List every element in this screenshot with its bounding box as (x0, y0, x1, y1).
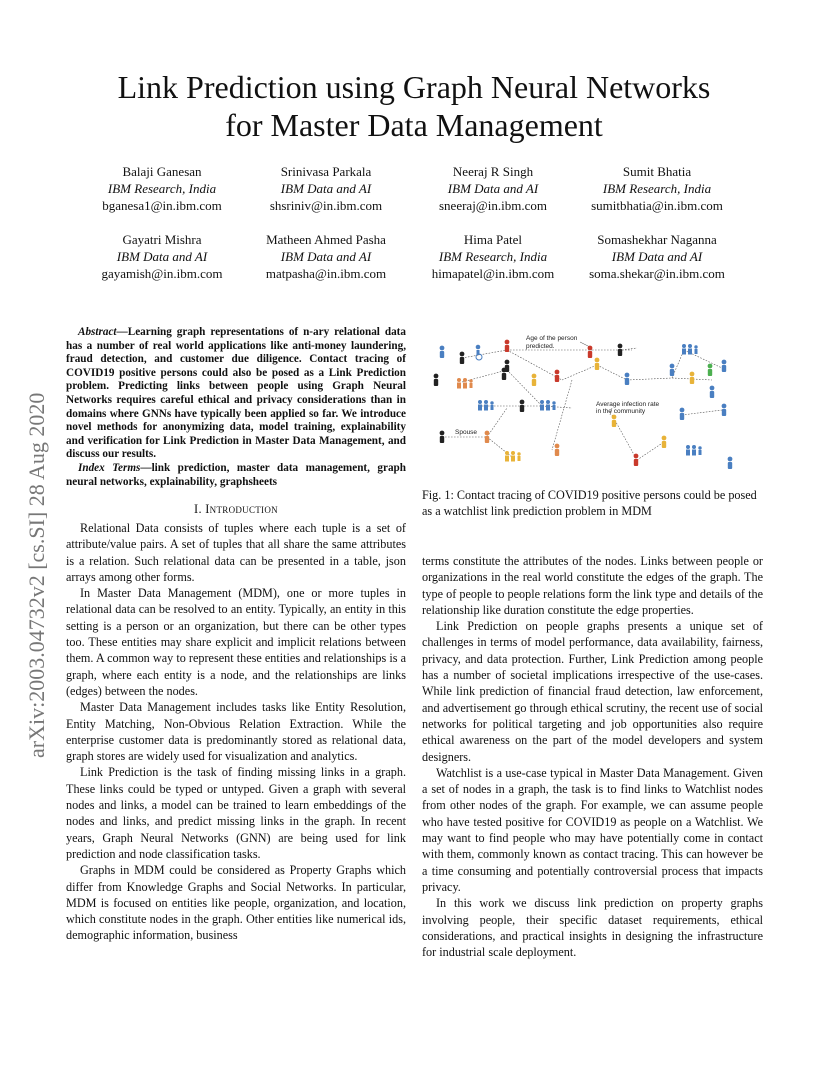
family-icon (478, 400, 494, 411)
body-paragraph: In this work we discuss link prediction on property graphs involving people, their specific dataset requirements, ethical considerations, and practical insights in designing the infrastructure for industrial scale deployment. (422, 896, 763, 960)
person-icon (505, 340, 510, 352)
person-icon (662, 436, 667, 448)
body-paragraph: Master Data Management includes tasks like Entity Resolution, Entity Matching, Non-Obvious Relation Extraction. While the enterprise customer data is predominantly stored as relational data, graph stores are widely used for visualization and analytics. (66, 700, 406, 764)
body-paragraph: Watchlist is a use-case typical in Master Data Management. Given a set of nodes in a graph, the task is to find links to Watchlist nodes from other nodes of the graph. For example, we can assume people who have tested positive for COVID19 as people on a Watchlist. We may want to find people who may have potentially come in contact with them, commonly known as contact tracing. This can however be a time consuming and potentially controversial process that impacts privacy. (422, 765, 763, 894)
person-icon (485, 431, 490, 443)
author-name: Sumit Bhatia (622, 164, 692, 179)
title-line-2: for Master Data Management (225, 107, 603, 143)
body-paragraph: terms constitute the attributes of the nodes. Links between people or organizations in the real world constitute the edges of the graph. The type of people to people relations form the link type and details of the relationship like duration constitute the edge properties. (422, 554, 763, 617)
person-icon (520, 400, 525, 412)
author-name: Hima Patel (463, 232, 523, 247)
author-block (567, 163, 747, 214)
author-block (403, 231, 583, 282)
person-icon (670, 364, 675, 376)
author-affiliation: IBM Data and AI (611, 249, 703, 264)
author-affiliation: IBM Data and AI (116, 249, 208, 264)
family-icon (505, 451, 521, 462)
title-line-1: Link Prediction using Graph Neural Networks (117, 69, 711, 105)
author-email: sneeraj@in.ibm.com (439, 198, 547, 213)
author-block (72, 163, 252, 214)
person-icon (710, 386, 715, 398)
author-email: sumitbhatia@in.ibm.com (591, 198, 723, 213)
label-age-predicted-2: predicted. (526, 343, 555, 350)
author-affiliation: IBM Research, India (438, 249, 548, 264)
wheelchair-person-icon (476, 345, 482, 360)
figure-graph (422, 320, 763, 476)
person-icon (634, 454, 639, 466)
family-icon (682, 344, 698, 355)
person-icon (440, 346, 445, 358)
author-block (567, 231, 747, 282)
author-email: gayamish@in.ibm.com (101, 266, 223, 281)
author-name: Somashekhar Naganna (597, 232, 717, 247)
author-affiliation: IBM Data and AI (447, 181, 539, 196)
person-icons (434, 340, 733, 469)
person-icon (625, 373, 630, 385)
author-affiliation: IBM Data and AI (280, 249, 372, 264)
index-terms-label: Index Terms (78, 461, 141, 474)
body-paragraph: Link Prediction is the task of finding missing links in a graph. These links could be typed or untyped. Given a graph with several nodes and links, a model can be trained to learn embeddings of the nodes and links, and predict missing links in the graph. In recent years, Graph Neural Networks (GNN) are being used for link prediction and node classification tasks. (66, 765, 406, 861)
person-icon (728, 457, 733, 469)
label-age-predicted-1: Age of the person (526, 335, 578, 342)
person-icon (595, 358, 600, 370)
body-paragraph: Relational Data consists of tuples where each tuple is a set of attribute/value pairs. A set of tuples that all share the same attributes is a relation. Such relational data can be presented in a table, json arrays among other forms. (66, 521, 406, 584)
index-terms (66, 462, 406, 489)
author-name: Srinivasa Parkala (280, 164, 372, 179)
person-icon (502, 368, 507, 380)
author-email: bganesa1@in.ibm.com (102, 198, 222, 213)
left-column (66, 520, 406, 944)
body-paragraph: In Master Data Management (MDM), one or more tuples in relational data can be resolved to an entity. Typically, an entity in this setting is a person or an organization, but there can be other types too. These entities may share explicit and implicit relations between them. A common way to represent these entities and relationships is a graph, where each entity is a node, and the relationships are links (edges) between the nodes. (66, 586, 406, 698)
figure-edges (442, 348, 722, 460)
abstract-label: Abstract (78, 326, 117, 338)
author-name: Balaji Ganesan (122, 164, 202, 179)
person-icon (588, 346, 593, 358)
person-icon (460, 352, 465, 364)
person-icon (555, 444, 560, 456)
person-icon (722, 360, 727, 372)
body-paragraph: Link Prediction on people graphs presents a unique set of challenges in terms of model performance, data availability, fairness, privacy, and data protection. Further, Link Prediction among people has a number of societal implications irrespective of the use-cases. While link prediction of financial fraud detection, law enforcement, and advertisement go through ethical scrutiny, the recent use of social networks for political targeting and job opportunities also require ethical awareness on the part of the model developers and system designers. (422, 619, 763, 764)
author-affiliation: IBM Research, India (107, 181, 217, 196)
person-icon (722, 404, 727, 416)
author-block (236, 163, 416, 214)
label-infection-rate-1: Average infection rate (596, 401, 660, 408)
person-icon (680, 408, 685, 420)
author-block (236, 231, 416, 282)
author-affiliation: IBM Research, India (602, 181, 712, 196)
person-icon (555, 370, 560, 382)
person-icon (440, 431, 445, 443)
author-name: Neeraj R Singh (452, 164, 534, 179)
person-icon (690, 372, 695, 384)
arxiv-identifier: arXiv:2003.04732v2 [cs.SI] 28 Aug 2020 (24, 392, 49, 758)
section-title: I. Introduction (194, 502, 278, 516)
label-spouse: Spouse (455, 429, 478, 436)
right-column (422, 553, 763, 960)
person-icon (708, 364, 713, 376)
person-icon (618, 344, 623, 356)
index-terms-text: —link prediction, master data management, graph neural networks, explainability, graphsheets (66, 461, 406, 488)
person-icon (612, 415, 617, 427)
contact-tracing-figure (422, 320, 763, 476)
person-icon (434, 374, 439, 386)
abstract (66, 326, 406, 489)
figure-caption: Fig. 1: Contact tracing of COVID19 positive persons could be posed as a watchlist link prediction problem in MDM (422, 488, 757, 519)
author-email: matpasha@in.ibm.com (265, 266, 387, 281)
author-name: Gayatri Mishra (122, 232, 202, 247)
author-name: Matheen Ahmed Pasha (266, 232, 386, 247)
family-icon (540, 400, 556, 411)
author-email: shsriniv@in.ibm.com (269, 198, 383, 213)
arxiv-stamp (14, 292, 54, 762)
section-heading (66, 502, 406, 517)
author-block (403, 163, 583, 214)
author-block (72, 231, 252, 282)
paper-title (60, 68, 768, 144)
family-icon (457, 378, 473, 389)
abstract-paragraph (66, 326, 406, 462)
family-icon (686, 445, 702, 456)
label-infection-rate-2: in the community (596, 408, 646, 415)
author-email: himapatel@in.ibm.com (431, 266, 555, 281)
author-email: soma.shekar@in.ibm.com (589, 266, 725, 281)
author-affiliation: IBM Data and AI (280, 181, 372, 196)
person-icon (532, 374, 537, 386)
body-paragraph: Graphs in MDM could be considered as Property Graphs which differ from Knowledge Graphs and Social Networks. In particular, MDM is focused on entities like people, organization, and location, which constitute nodes in the graph. Other entities like numerical ids, demographic information, business (66, 863, 406, 943)
abstract-text: —Learning graph representations of n-ary relational data has a number of real world applications like anti-money laundering, fraud detection, and customer due diligence. Contact tracing of COVID19 positive persons could also be posed as a Link Prediction problem. Predicting links between people using Graph Neural Networks requires careful ethical and privacy considerations than in domains where GNNs have typically been applied so far. We introduce novel methods for anonymizing data, model training, explainability and verification for Link Prediction in Master Data Management, and discuss our results. (66, 326, 406, 461)
